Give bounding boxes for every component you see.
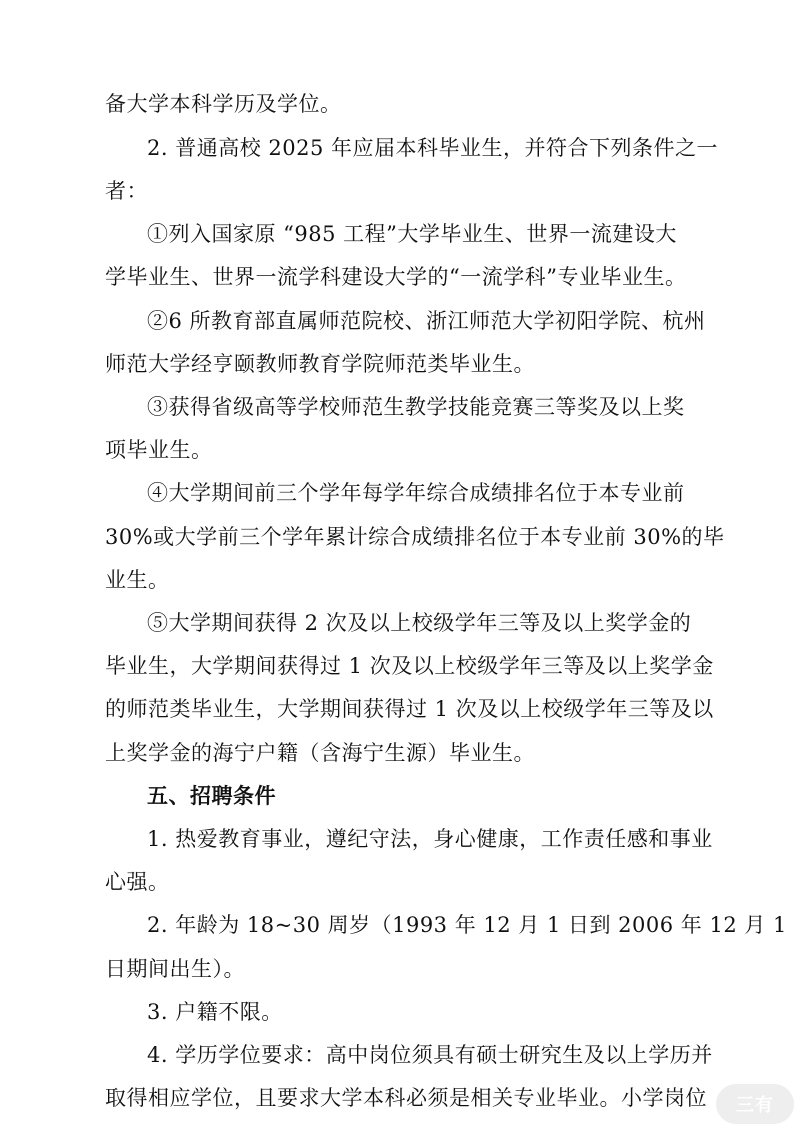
text-line: 上奖学金的海宁户籍（含海宁生源）毕业生。 bbox=[105, 741, 535, 765]
text-line: 心强。 bbox=[105, 870, 170, 894]
text-line: ②6 所教育部直属师范院校、浙江师范大学初阳学院、杭州 bbox=[147, 309, 706, 333]
text-line: 的师范类毕业生，大学期间获得过 1 次及以上校级学年三等及以 bbox=[105, 697, 714, 721]
text-line: 师范大学经亨颐教师教育学院师范类毕业生。 bbox=[105, 352, 535, 376]
text-line: ①列入国家原 “985 工程”大学毕业生、世界一流建设大 bbox=[147, 222, 677, 246]
text-line: 3. 户籍不限。 bbox=[147, 1000, 283, 1024]
text-line: 取得相应学位，且要求大学本科必须是相关专业毕业。小学岗位 bbox=[105, 1086, 707, 1110]
text-line: 4. 学历学位要求：高中岗位须具有硕士研究生及以上学历并 bbox=[147, 1043, 713, 1067]
text-line: ③获得省级高等学校师范生教学技能竞赛三等奖及以上奖 bbox=[147, 395, 685, 419]
text-line: 者： bbox=[105, 179, 148, 203]
text-line: ⑤大学期间获得 2 次及以上校级学年三等及以上奖学金的 bbox=[147, 611, 692, 635]
text-line: 业生。 bbox=[105, 568, 170, 592]
text-line: 1. 热爱教育事业，遵纪守法，身心健康，工作责任感和事业 bbox=[147, 827, 713, 851]
text-line: 学毕业生、世界一流学科建设大学的“一流学科”专业毕业生。 bbox=[105, 265, 687, 289]
text-line: 日期间出生）。 bbox=[105, 957, 245, 981]
text-line: 备大学本科学历及学位。 bbox=[105, 92, 342, 116]
watermark-badge bbox=[716, 1084, 794, 1124]
text-line: 2. 年龄为 18~30 周岁（1993 年 12 月 1 日到 2006 年 12 月 1 bbox=[147, 913, 787, 937]
text-line: 项毕业生。 bbox=[105, 438, 213, 462]
text-line: 毕业生，大学期间获得过 1 次及以上校级学年三等及以上奖学金 bbox=[105, 654, 714, 678]
section-heading: 五、招聘条件 bbox=[147, 784, 276, 808]
watermark-text: 三有 bbox=[736, 1095, 774, 1116]
text-line: 30%或大学前三个学年累计综合成绩排名位于本专业前 30%的毕 bbox=[105, 525, 725, 549]
text-line: ④大学期间前三个学年每学年综合成绩排名位于本专业前 bbox=[147, 481, 685, 505]
text-line: 2. 普通高校 2025 年应届本科毕业生，并符合下列条件之一 bbox=[147, 136, 719, 160]
